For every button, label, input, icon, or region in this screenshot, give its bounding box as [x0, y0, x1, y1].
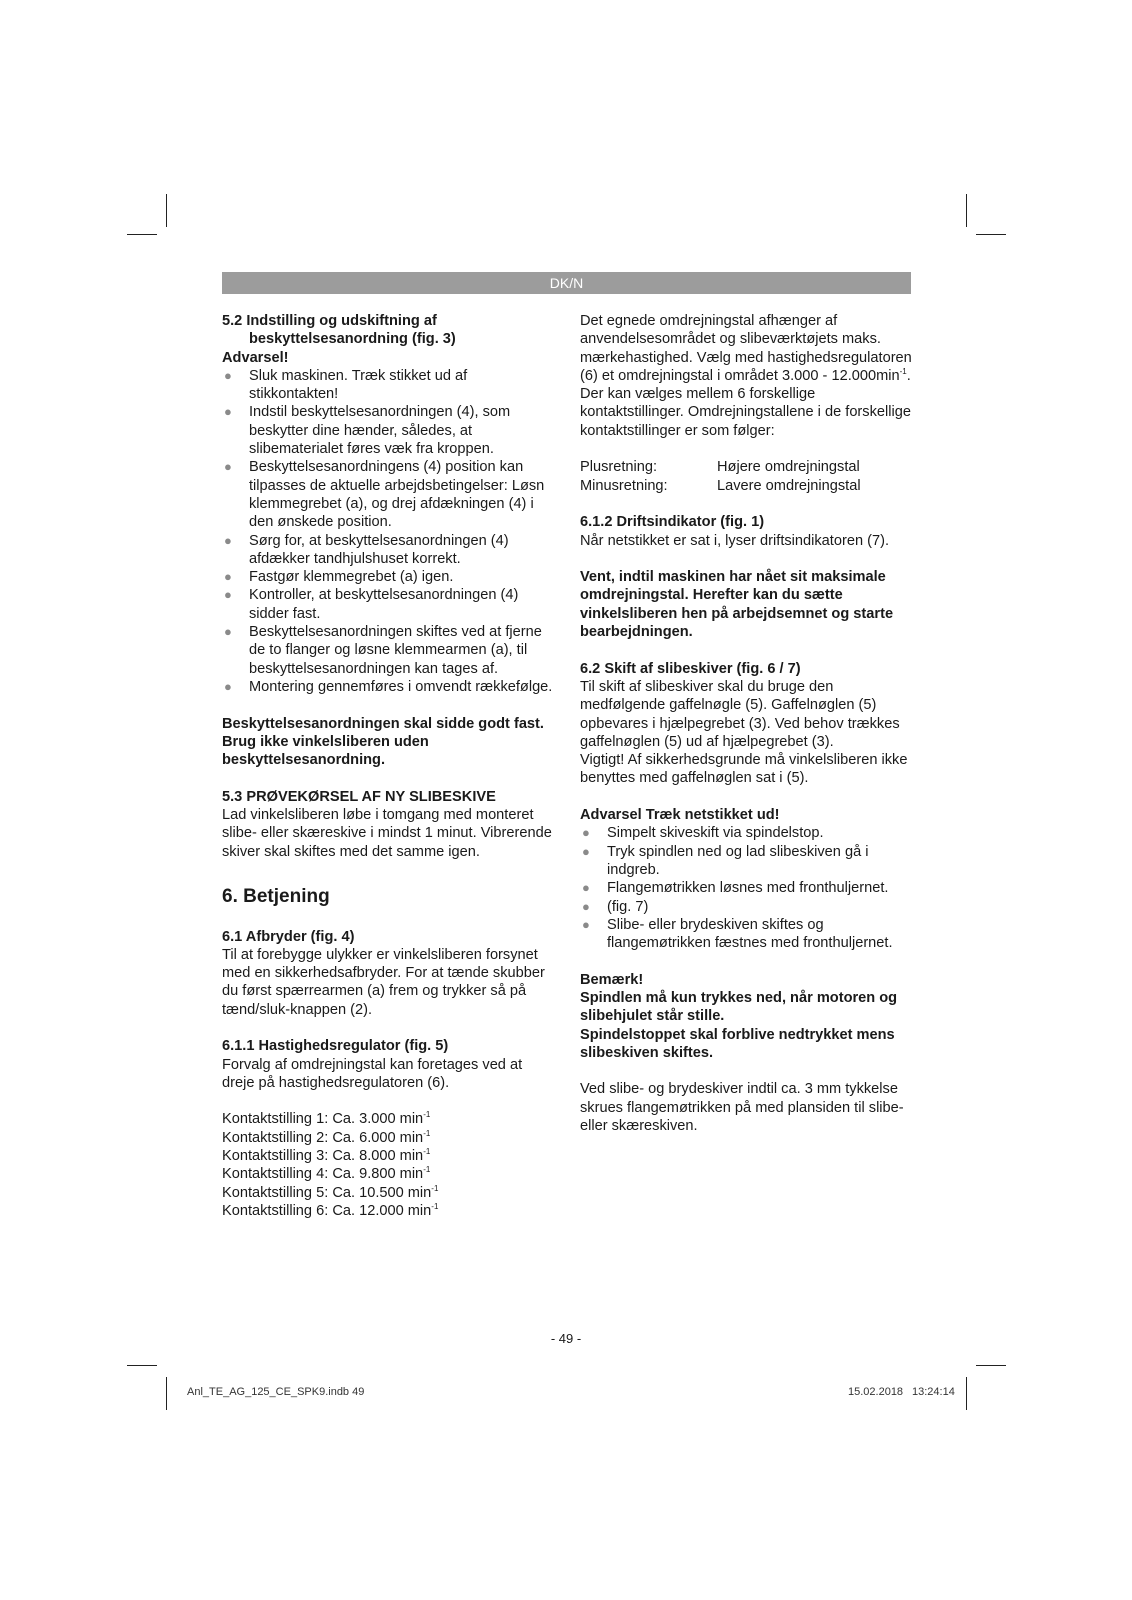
section-5-3-title: 5.3 PRØVEKØRSEL AF NY SLIBESKIVE	[222, 788, 496, 805]
list-item	[222, 367, 557, 404]
list-item	[222, 586, 557, 623]
bullet-icon: ●	[224, 569, 232, 585]
bold-note: Brug ikke vinkelsliberen uden beskyttelsesanordning.	[222, 733, 429, 769]
direction-value: Lavere omdrejningstal	[717, 477, 861, 494]
note-text: Spindelstoppet skal forblive nedtrykket mens slibeskiven skiftes.	[580, 1026, 895, 1061]
section-6-1-text: Til at forebygge ulykker er vinkelsliberen forsynet med en sikkerhedsafbryder. For at tænde skubber du først spærrearmen (a) frem og trykker så på tænd/sluk-knappen (2).	[222, 946, 545, 1018]
section-5-2-title: 5.2 Indstilling og udskiftning af	[222, 313, 437, 329]
section-label: DK/N	[549, 275, 584, 291]
section-5-2-title-line2: beskyttelsesanordning (fig. 3)	[249, 331, 456, 348]
list-item	[222, 678, 557, 696]
direction-key: Minusretning:	[580, 477, 668, 494]
list-item: Kontaktstilling 1: Ca. 3.000 $\min^{-1}$	[222, 1110, 431, 1128]
right-column	[580, 312, 915, 1135]
crop-mark-top-right-h	[976, 234, 1006, 235]
section-6-2-text: Til skift af slibeskiver skal du bruge den medfølgende gaffelnøgle (5). Gaffelnøglen (5) opbevares i hjælpegrebet (3). Ved behov trækkes gaffelnøglen (5) ud af hjælpegrebet (3).	[580, 678, 900, 750]
section-5-2-bullet-list	[222, 367, 557, 696]
direction-value: Højere omdrejningstal	[717, 459, 860, 476]
note-text: Spindlen må kun trykkes ned, når motoren og slibehjulet står stille.	[580, 989, 898, 1025]
crop-mark-bottom-left-h	[127, 1365, 157, 1366]
list-item-text: Tryk spindlen ned og lad slibeskiven gå i indgreb.	[607, 843, 869, 878]
direction-row-plus	[580, 458, 915, 476]
crop-mark-bottom-right-v	[966, 1377, 967, 1410]
list-item-text: Fastgør klemmegrebet (a) igen.	[249, 569, 454, 586]
list-item-text: Flangemøtrikken løsnes med fronthuljernet.	[607, 880, 889, 897]
list-item: Kontaktstilling 4: Ca. 9.800 $\min^{-1}$	[222, 1165, 431, 1183]
list-item-text: Beskyttelsesanordningen skiftes ved at fjerne de to flanger og løsne klemmearmen (a), til beskyttelsesanordningen kan tages af.	[249, 624, 542, 677]
list-item	[222, 458, 557, 531]
list-item	[580, 824, 915, 842]
switch-positions-list	[222, 1110, 557, 1220]
bullet-icon: ●	[582, 916, 590, 932]
crop-mark-bottom-left-v	[166, 1377, 167, 1410]
list-item: Kontaktstilling 3: Ca. 8.000 $\min^{-1}$	[222, 1147, 431, 1165]
list-item	[580, 916, 915, 953]
list-item	[580, 843, 915, 880]
list-item-text: Beskyttelsesanordningens (4) position kan tilpasses de aktuelle arbejdsbetingelser: Løsn klemmegrebet (a), og drej afdækningen (4) i den ønskede position.	[249, 459, 545, 531]
list-item: Kontaktstilling 5: Ca. 10.500 $\min^{-1}$	[222, 1183, 439, 1201]
section-5-3-text: Lad vinkelsliberen løbe i tomgang med monteret slibe- eller skæreskive i mindst 1 minut. Vibrerende skiver skal skiftes med det samme igen.	[222, 807, 552, 860]
note-title: Bemærk!	[580, 971, 644, 988]
list-item	[222, 403, 557, 458]
bullet-icon: ●	[224, 678, 232, 694]
left-column	[222, 312, 557, 1220]
footer-file-name: Anl_TE_AG_125_CE_SPK9.indb 49	[187, 1386, 365, 1398]
list-item	[222, 623, 557, 678]
bullet-icon: ●	[582, 898, 590, 914]
direction-row-minus	[580, 477, 915, 495]
list-item-text: Indstil beskyttelsesanordningen (4), som beskytter dine hænder, således, at slibematerialet føres væk fra kroppen.	[249, 404, 511, 458]
list-item-text: Simpelt skiveskift via spindelstop.	[607, 825, 824, 842]
list-item-text: Kontroller, at beskyttelsesanordningen (4) sidder fast.	[249, 587, 519, 622]
section-6-1-2-text: Når netstikket er sat i, lyser driftsindikatoren (7).	[580, 532, 890, 549]
bold-note: Beskyttelsesanordningen skal sidde godt fast.	[222, 715, 544, 732]
bullet-icon: ●	[224, 367, 232, 383]
section-6-1-2-title: 6.1.2 Driftsindikator (fig. 1)	[580, 514, 765, 531]
language-section-bar	[222, 272, 911, 294]
section-6-2-title: 6.2 Skift af slibeskiver (fig. 6 / 7)	[580, 660, 801, 677]
list-item	[222, 532, 557, 569]
bullet-icon: ●	[582, 843, 590, 859]
list-item-text: Sørg for, at beskyttelsesanordningen (4) afdækker tandhjulshuset korrekt.	[249, 532, 509, 567]
bullet-icon: ●	[224, 624, 232, 640]
bullet-icon: ●	[224, 532, 232, 548]
list-item-text: Sluk maskinen. Træk stikket ud af stikkontakten!	[249, 367, 468, 403]
list-item: Kontaktstilling 2: Ca. 6.000 $\min^{-1}$	[222, 1128, 431, 1146]
list-item	[580, 898, 915, 916]
bullet-icon: ●	[224, 587, 232, 603]
section-6-2-bullet-list	[580, 824, 915, 952]
list-item	[222, 568, 557, 586]
list-item: Kontaktstilling 6: Ca. 12.000 $\min^{-1}$	[222, 1201, 439, 1219]
page-number: - 49 -	[550, 1331, 582, 1346]
list-item-text: Montering gennemføres i omvendt rækkefølge.	[249, 678, 553, 695]
bold-note: Vent, indtil maskinen har nået sit maksimale omdrejningstal. Herefter kan du sætte vinkelsliberen hen på arbejdsemnet og starte bearbejdningen.	[580, 569, 894, 641]
crop-mark-top-left-h	[127, 234, 157, 235]
speed-intro-text: Det egnede omdrejningstal afhænger af anvendelsesområdet og slibeværktøjets maks. mærkehastighed. Vælg med hastighedsregulatoren (6) et omdrejningstal i området $3.000 - 12.000\min^{-1}$. Der kan vælges mellem 6 forskellige kontaktstillinger. Omdrejningstallene i de forskellige kontaktstillinger er som følger:	[580, 313, 912, 439]
bullet-icon: ●	[582, 880, 590, 896]
direction-key: Plusretning:	[580, 459, 658, 476]
footer-date: 15.02.2018	[848, 1386, 904, 1398]
crop-mark-bottom-right-h	[976, 1365, 1006, 1366]
section-6-2-caution: Vigtigt! Af sikkerhedsgrunde må vinkelsliberen ikke benyttes med gaffelnøglen sat i (5).	[580, 752, 908, 787]
bullet-icon: ●	[582, 825, 590, 841]
crop-mark-top-left-v	[166, 194, 167, 227]
section-6-1-1-text: Forvalg af omdrejningstal kan foretages ved at dreje på hastighedsregulatoren (6).	[222, 1056, 523, 1091]
list-item-text: (fig. 7)	[607, 898, 649, 915]
list-item	[580, 879, 915, 897]
section-6-1-title: 6.1 Afbryder (fig. 4)	[222, 928, 355, 945]
footer-time: 13:24:14	[912, 1386, 955, 1398]
bullet-icon: ●	[224, 459, 232, 475]
bullet-icon: ●	[224, 404, 232, 420]
chapter-6-title: 6. Betjening	[222, 886, 330, 908]
section-6-1-1-title: 6.1.1 Hastighedsregulator (fig. 5)	[222, 1038, 449, 1055]
warning-label: Advarsel!	[222, 349, 289, 366]
list-item-text: Slibe- eller brydeskiven skiftes og flangemøtrikken fæstnes med fronthuljernet.	[607, 916, 893, 952]
final-text: Ved slibe- og brydeskiver indtil ca. 3 mm tykkelse skrues flangemøtrikken på med plansiden til slibe- eller skæreskiven.	[580, 1081, 904, 1135]
warning-label: Advarsel Træk netstikket ud!	[580, 807, 780, 824]
crop-mark-top-right-v	[966, 194, 967, 227]
